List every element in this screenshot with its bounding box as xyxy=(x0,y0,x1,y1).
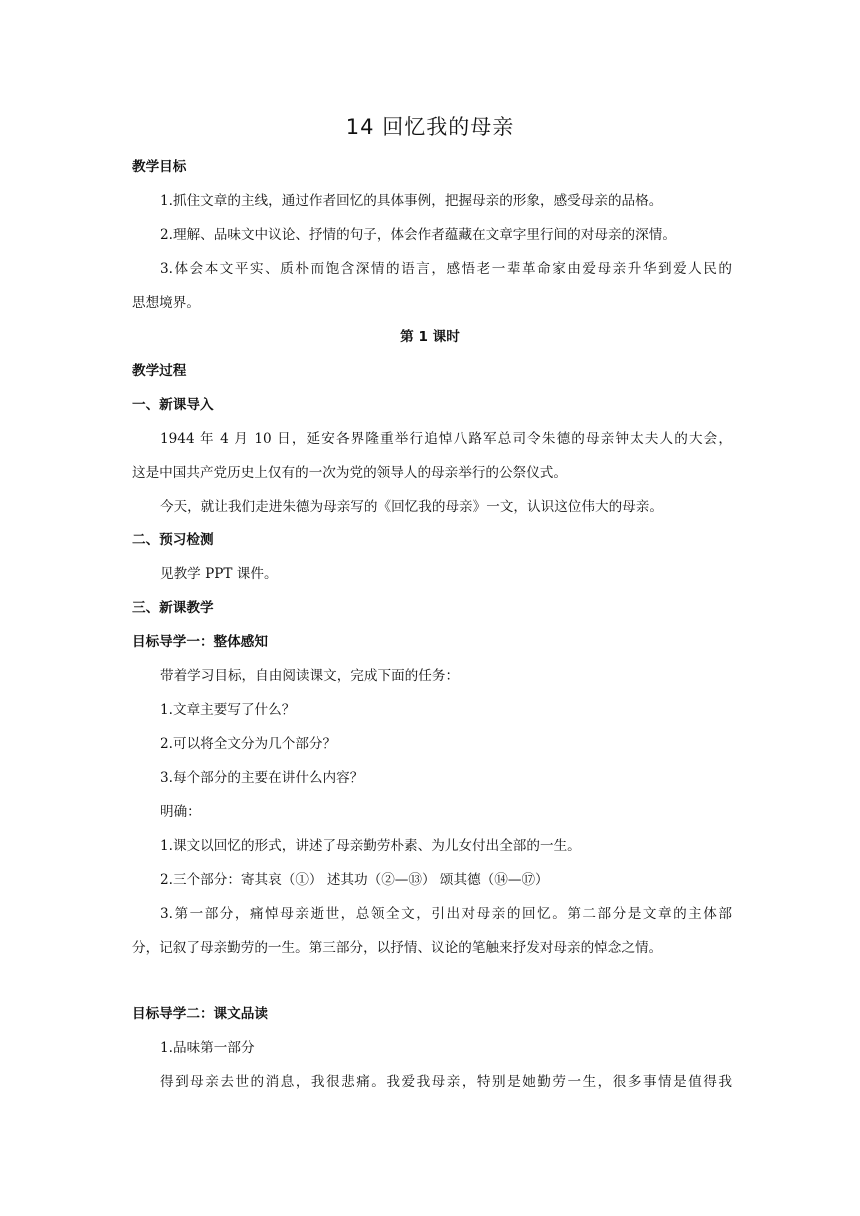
intro-line-3: 今天，就让我们走进朱德为母亲写的《回忆我的母亲》一文，认识这位伟大的母亲。 xyxy=(160,499,663,515)
goal-item-1: 1.抓住文章的主线，通过作者回忆的具体事例，把握母亲的形象，感受母亲的品格。 xyxy=(160,193,663,209)
preview-line: 见教学 PPT 课件。 xyxy=(160,566,278,582)
quote-line-1: 得到母亲去世的消息，我很悲痛。我爱我母亲，特别是她勤劳一生，很多事情是值得我 xyxy=(160,1074,732,1090)
answer-label: 明确： xyxy=(160,804,201,820)
section-2-heading: 二、预习检测 xyxy=(132,532,214,548)
process-heading: 教学过程 xyxy=(132,363,187,379)
goal-guide-1-heading: 目标导学一：整体感知 xyxy=(132,634,268,650)
answer-2: 2.三个部分：寄其哀（①） 述其功（②—⑬） 颂其德（⑭—⑰） xyxy=(160,872,549,888)
document-title: 14 回忆我的母亲 xyxy=(345,115,515,139)
goals-heading: 教学目标 xyxy=(132,159,187,175)
task-question-1: 1.文章主要写了什么？ xyxy=(160,702,296,718)
answer-1: 1.课文以回忆的形式，讲述了母亲勤劳朴素、为儿女付出全部的一生。 xyxy=(160,838,581,854)
section-3-heading: 三、新课教学 xyxy=(132,600,214,616)
answer-3-continued: 分，记叙了母亲勤劳的一生。第三部分，以抒情、议论的笔触来抒发对母亲的悼念之情。 xyxy=(132,940,663,956)
goal-item-2: 2.理解、品味文中议论、抒情的句子，体会作者蕴藏在文章字里行间的对母亲的深情。 xyxy=(160,227,676,243)
goal-item-3: 3.体会本文平实、质朴而饱含深情的语言，感悟老一辈革命家由爱母亲升华到爱人民的 xyxy=(160,261,732,277)
task-intro: 带着学习目标，自由阅读课文，完成下面的任务： xyxy=(160,668,460,684)
goal-guide-2-heading: 目标导学二：课文品读 xyxy=(132,1006,268,1022)
intro-line-2: 这是中国共产党历史上仅有的一次为党的领导人的母亲举行的公祭仪式。 xyxy=(132,465,567,481)
section-1-heading: 一、新课导入 xyxy=(132,397,214,413)
goal-item-3-continued: 思想境界。 xyxy=(132,295,200,311)
lesson-label: 第 1 课时 xyxy=(400,329,460,345)
task-question-3: 3.每个部分的主要在讲什么内容？ xyxy=(160,770,364,786)
intro-line-1: 1944 年 4 月 10 日，延安各界隆重举行追悼八路军总司令朱德的母亲钟太夫人的大会， xyxy=(160,431,732,447)
answer-3: 3.第一部分，痛悼母亲逝世，总领全文，引出对母亲的回忆。第二部分是文章的主体部 xyxy=(160,906,732,922)
task-question-2: 2.可以将全文分为几个部分？ xyxy=(160,736,337,752)
part-1-heading: 1.品味第一部分 xyxy=(160,1040,255,1056)
